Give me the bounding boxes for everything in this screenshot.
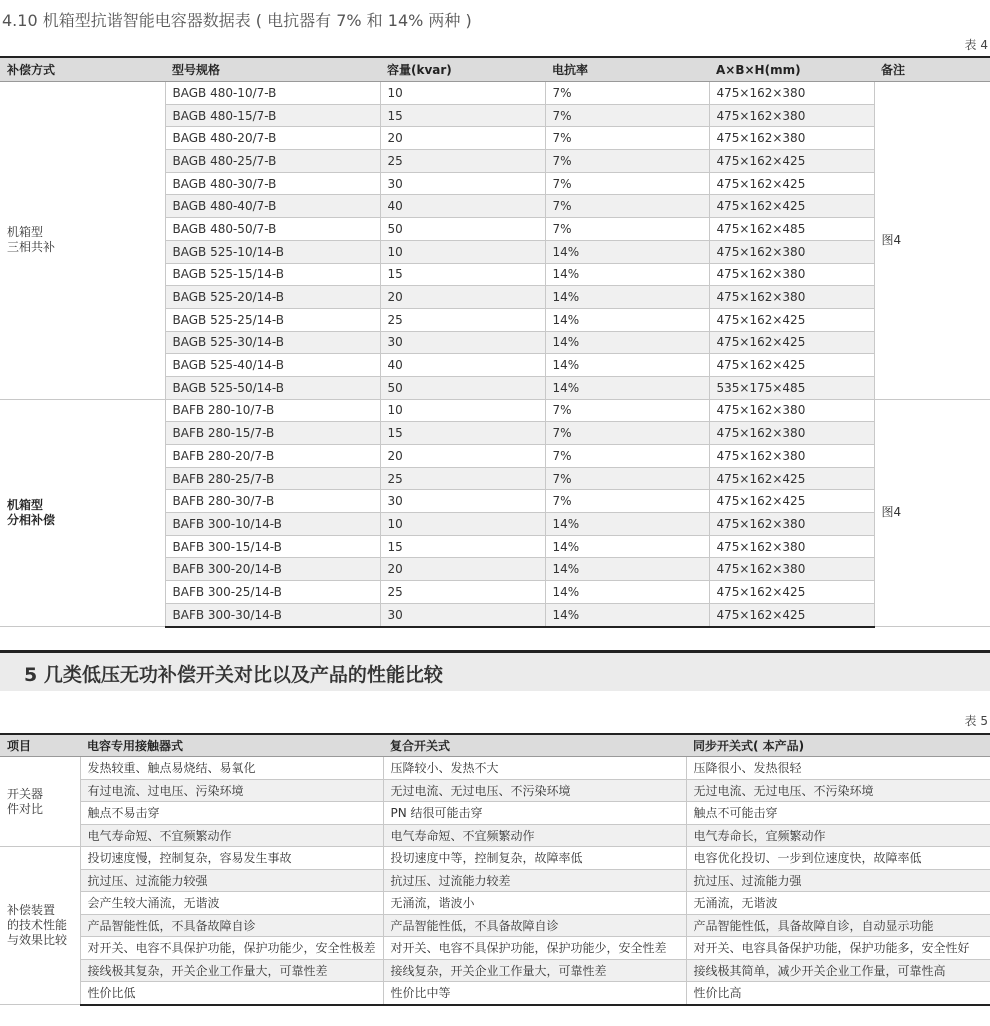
- capacity-cell: 10: [380, 399, 545, 422]
- synchronous-cell: 性价比高: [686, 982, 990, 1005]
- capacity-cell: 30: [380, 603, 545, 626]
- reactance-cell: 14%: [545, 535, 709, 558]
- dimension-cell: 475×162×380: [709, 422, 874, 445]
- dimension-cell: 475×162×380: [709, 127, 874, 150]
- capacity-cell: 15: [380, 422, 545, 445]
- composite-cell: 产品智能性低，不具备故障自诊: [383, 914, 686, 937]
- capacity-cell: 30: [380, 331, 545, 354]
- reactance-cell: 14%: [545, 354, 709, 377]
- dimension-cell: 475×162×380: [709, 399, 874, 422]
- dimension-cell: 475×162×425: [709, 308, 874, 331]
- header-synchronous: 同步开关式( 本产品): [686, 734, 990, 757]
- reactance-cell: 14%: [545, 603, 709, 626]
- synchronous-cell: 触点不可能击穿: [686, 802, 990, 825]
- model-cell: BAFB 300-25/14-B: [165, 581, 380, 604]
- model-cell: BAGB 525-20/14-B: [165, 286, 380, 309]
- composite-cell: 对开关、电容不具保护功能，保护功能少，安全性差: [383, 937, 686, 960]
- model-cell: BAFB 280-20/7-B: [165, 445, 380, 468]
- capacity-cell: 10: [380, 240, 545, 263]
- capacity-cell: 10: [380, 513, 545, 536]
- composite-cell: 接线复杂，开关企业工作量大，可靠性差: [383, 959, 686, 982]
- capacity-cell: 40: [380, 354, 545, 377]
- dimension-cell: 475×162×380: [709, 286, 874, 309]
- dimension-cell: 475×162×380: [709, 445, 874, 468]
- reactance-cell: 14%: [545, 376, 709, 399]
- capacity-cell: 25: [380, 308, 545, 331]
- reactance-cell: 14%: [545, 240, 709, 263]
- group-label: 机箱型 分相补偿: [0, 399, 165, 626]
- capacity-cell: 30: [380, 172, 545, 195]
- model-cell: BAGB 525-15/14-B: [165, 263, 380, 286]
- capacity-cell: 15: [380, 104, 545, 127]
- contactor-cell: 触点不易击穿: [80, 802, 383, 825]
- reactance-cell: 14%: [545, 581, 709, 604]
- composite-cell: 投切速度中等，控制复杂，故障率低: [383, 847, 686, 870]
- reactance-cell: 7%: [545, 150, 709, 173]
- capacity-cell: 25: [380, 467, 545, 490]
- dimension-cell: 475×162×425: [709, 467, 874, 490]
- group-label: 机箱型 三相共补: [0, 82, 165, 400]
- dimension-cell: 475×162×380: [709, 82, 874, 105]
- contactor-cell: 接线极其复杂，开关企业工作量大，可靠性差: [80, 959, 383, 982]
- dimension-cell: 535×175×485: [709, 376, 874, 399]
- header-capacity: 容量(kvar): [380, 57, 545, 82]
- synchronous-cell: 产品智能性低，具备故障自诊，自动显示功能: [686, 914, 990, 937]
- model-cell: BAGB 480-50/7-B: [165, 218, 380, 241]
- dimension-cell: 475×162×425: [709, 603, 874, 626]
- model-cell: BAGB 525-25/14-B: [165, 308, 380, 331]
- dimension-cell: 475×162×380: [709, 240, 874, 263]
- table-row: [0, 399, 990, 422]
- contactor-cell: 抗过压、过流能力较强: [80, 869, 383, 892]
- table-row: [0, 937, 990, 960]
- model-cell: BAGB 525-30/14-B: [165, 331, 380, 354]
- capacity-cell: 50: [380, 376, 545, 399]
- model-cell: BAFB 280-15/7-B: [165, 422, 380, 445]
- header-notes: 备注: [874, 57, 990, 82]
- table-row: [0, 959, 990, 982]
- group-label: 补偿装置 的技术性能 与效果比较: [0, 847, 80, 1005]
- composite-cell: 性价比中等: [383, 982, 686, 1005]
- header-dimensions: A×B×H(mm): [709, 57, 874, 82]
- reactance-cell: 7%: [545, 104, 709, 127]
- capacity-cell: 20: [380, 445, 545, 468]
- composite-cell: 压降较小、发热不大: [383, 757, 686, 780]
- reactance-cell: 7%: [545, 445, 709, 468]
- dimension-cell: 475×162×425: [709, 331, 874, 354]
- dimension-cell: 475×162×425: [709, 172, 874, 195]
- model-cell: BAGB 480-40/7-B: [165, 195, 380, 218]
- table-row: [0, 757, 990, 780]
- dimension-cell: 475×162×485: [709, 218, 874, 241]
- dimension-cell: 475×162×380: [709, 513, 874, 536]
- model-cell: BAGB 480-30/7-B: [165, 172, 380, 195]
- model-cell: BAGB 525-40/14-B: [165, 354, 380, 377]
- contactor-cell: 电气寿命短、不宜频繁动作: [80, 824, 383, 847]
- reactance-cell: 14%: [545, 308, 709, 331]
- dimension-cell: 475×162×425: [709, 581, 874, 604]
- model-cell: BAGB 525-10/14-B: [165, 240, 380, 263]
- section-5-title: 5 几类低压无功补偿开关对比以及产品的性能比较: [24, 664, 443, 686]
- model-cell: BAFB 280-10/7-B: [165, 399, 380, 422]
- reactance-cell: 7%: [545, 490, 709, 513]
- reactance-cell: 7%: [545, 82, 709, 105]
- table-row: [0, 847, 990, 870]
- note-cell: 图4: [874, 82, 990, 400]
- dimension-cell: 475×162×425: [709, 195, 874, 218]
- reactance-cell: 14%: [545, 558, 709, 581]
- dimension-cell: 475×162×380: [709, 558, 874, 581]
- switch-comparison-table: [0, 733, 990, 1006]
- reactance-cell: 7%: [545, 218, 709, 241]
- synchronous-cell: 无过电流、无过电压、不污染环境: [686, 779, 990, 802]
- composite-cell: 电气寿命短、不宜频繁动作: [383, 824, 686, 847]
- composite-cell: 抗过压、过流能力较差: [383, 869, 686, 892]
- synchronous-cell: 电气寿命长，宜频繁动作: [686, 824, 990, 847]
- contactor-cell: 有过电流、过电压、污染环境: [80, 779, 383, 802]
- model-cell: BAGB 480-20/7-B: [165, 127, 380, 150]
- capacity-cell: 20: [380, 286, 545, 309]
- synchronous-cell: 抗过压、过流能力强: [686, 869, 990, 892]
- synchronous-cell: 无涌流，无谐波: [686, 892, 990, 915]
- table-row: [0, 779, 990, 802]
- contactor-cell: 会产生较大涌流，无谐波: [80, 892, 383, 915]
- synchronous-cell: 压降很小、发热很轻: [686, 757, 990, 780]
- table-row: [0, 914, 990, 937]
- composite-cell: PN 结很可能击穿: [383, 802, 686, 825]
- table-row: [0, 82, 990, 105]
- table-row: [0, 824, 990, 847]
- model-cell: BAGB 525-50/14-B: [165, 376, 380, 399]
- model-cell: BAFB 300-30/14-B: [165, 603, 380, 626]
- capacity-cell: 25: [380, 150, 545, 173]
- table-header-row: [0, 57, 990, 82]
- section-heading: 4.10 机箱型抗谐智能电容器数据表 ( 电抗器有 7% 和 14% 两种 ): [2, 11, 472, 30]
- header-composite: 复合开关式: [383, 734, 686, 757]
- capacity-cell: 15: [380, 263, 545, 286]
- section-5-banner: [0, 650, 990, 691]
- capacity-cell: 30: [380, 490, 545, 513]
- contactor-cell: 对开关、电容不具保护功能，保护功能少，安全性极差: [80, 937, 383, 960]
- reactance-cell: 7%: [545, 399, 709, 422]
- model-cell: BAFB 300-15/14-B: [165, 535, 380, 558]
- contactor-cell: 投切速度慢，控制复杂，容易发生事故: [80, 847, 383, 870]
- capacity-cell: 20: [380, 558, 545, 581]
- reactance-cell: 14%: [545, 286, 709, 309]
- synchronous-cell: 接线极其简单，减少开关企业工作量，可靠性高: [686, 959, 990, 982]
- capacitor-data-table: [0, 56, 990, 628]
- header-contactor: 电容专用接触器式: [80, 734, 383, 757]
- model-cell: BAGB 480-25/7-B: [165, 150, 380, 173]
- capacity-cell: 15: [380, 535, 545, 558]
- reactance-cell: 14%: [545, 263, 709, 286]
- capacity-cell: 10: [380, 82, 545, 105]
- contactor-cell: 发热较重、触点易烧结、易氧化: [80, 757, 383, 780]
- capacity-cell: 20: [380, 127, 545, 150]
- reactance-cell: 7%: [545, 422, 709, 445]
- table-row: [0, 982, 990, 1005]
- header-compensation: 补偿方式: [0, 57, 165, 82]
- dimension-cell: 475×162×380: [709, 263, 874, 286]
- model-cell: BAFB 300-10/14-B: [165, 513, 380, 536]
- model-cell: BAGB 480-15/7-B: [165, 104, 380, 127]
- reactance-cell: 7%: [545, 195, 709, 218]
- header-reactance: 电抗率: [545, 57, 709, 82]
- header-model: 型号规格: [165, 57, 380, 82]
- capacity-cell: 50: [380, 218, 545, 241]
- dimension-cell: 475×162×425: [709, 354, 874, 377]
- synchronous-cell: 对开关、电容具备保护功能，保护功能多，安全性好: [686, 937, 990, 960]
- table-row: [0, 802, 990, 825]
- contactor-cell: 产品智能性低，不具备故障自诊: [80, 914, 383, 937]
- model-cell: BAGB 480-10/7-B: [165, 82, 380, 105]
- dimension-cell: 475×162×425: [709, 490, 874, 513]
- capacity-cell: 40: [380, 195, 545, 218]
- reactance-cell: 7%: [545, 172, 709, 195]
- table-5-label: 表 5: [964, 714, 988, 728]
- reactance-cell: 7%: [545, 127, 709, 150]
- dimension-cell: 475×162×380: [709, 535, 874, 558]
- table-row: [0, 892, 990, 915]
- composite-cell: 无涌流，谐波小: [383, 892, 686, 915]
- model-cell: BAFB 300-20/14-B: [165, 558, 380, 581]
- table-row: [0, 869, 990, 892]
- reactance-cell: 14%: [545, 513, 709, 536]
- group-label: 开关器 件对比: [0, 757, 80, 847]
- reactance-cell: 14%: [545, 331, 709, 354]
- model-cell: BAFB 280-30/7-B: [165, 490, 380, 513]
- contactor-cell: 性价比低: [80, 982, 383, 1005]
- table-4-label: 表 4: [964, 38, 988, 52]
- dimension-cell: 475×162×425: [709, 150, 874, 173]
- dimension-cell: 475×162×380: [709, 104, 874, 127]
- reactance-cell: 7%: [545, 467, 709, 490]
- synchronous-cell: 电容优化投切、一步到位速度快，故障率低: [686, 847, 990, 870]
- note-cell: 图4: [874, 399, 990, 626]
- composite-cell: 无过电流、无过电压、不污染环境: [383, 779, 686, 802]
- capacity-cell: 25: [380, 581, 545, 604]
- table-header-row: [0, 734, 990, 757]
- model-cell: BAFB 280-25/7-B: [165, 467, 380, 490]
- header-item: 项目: [0, 734, 80, 757]
